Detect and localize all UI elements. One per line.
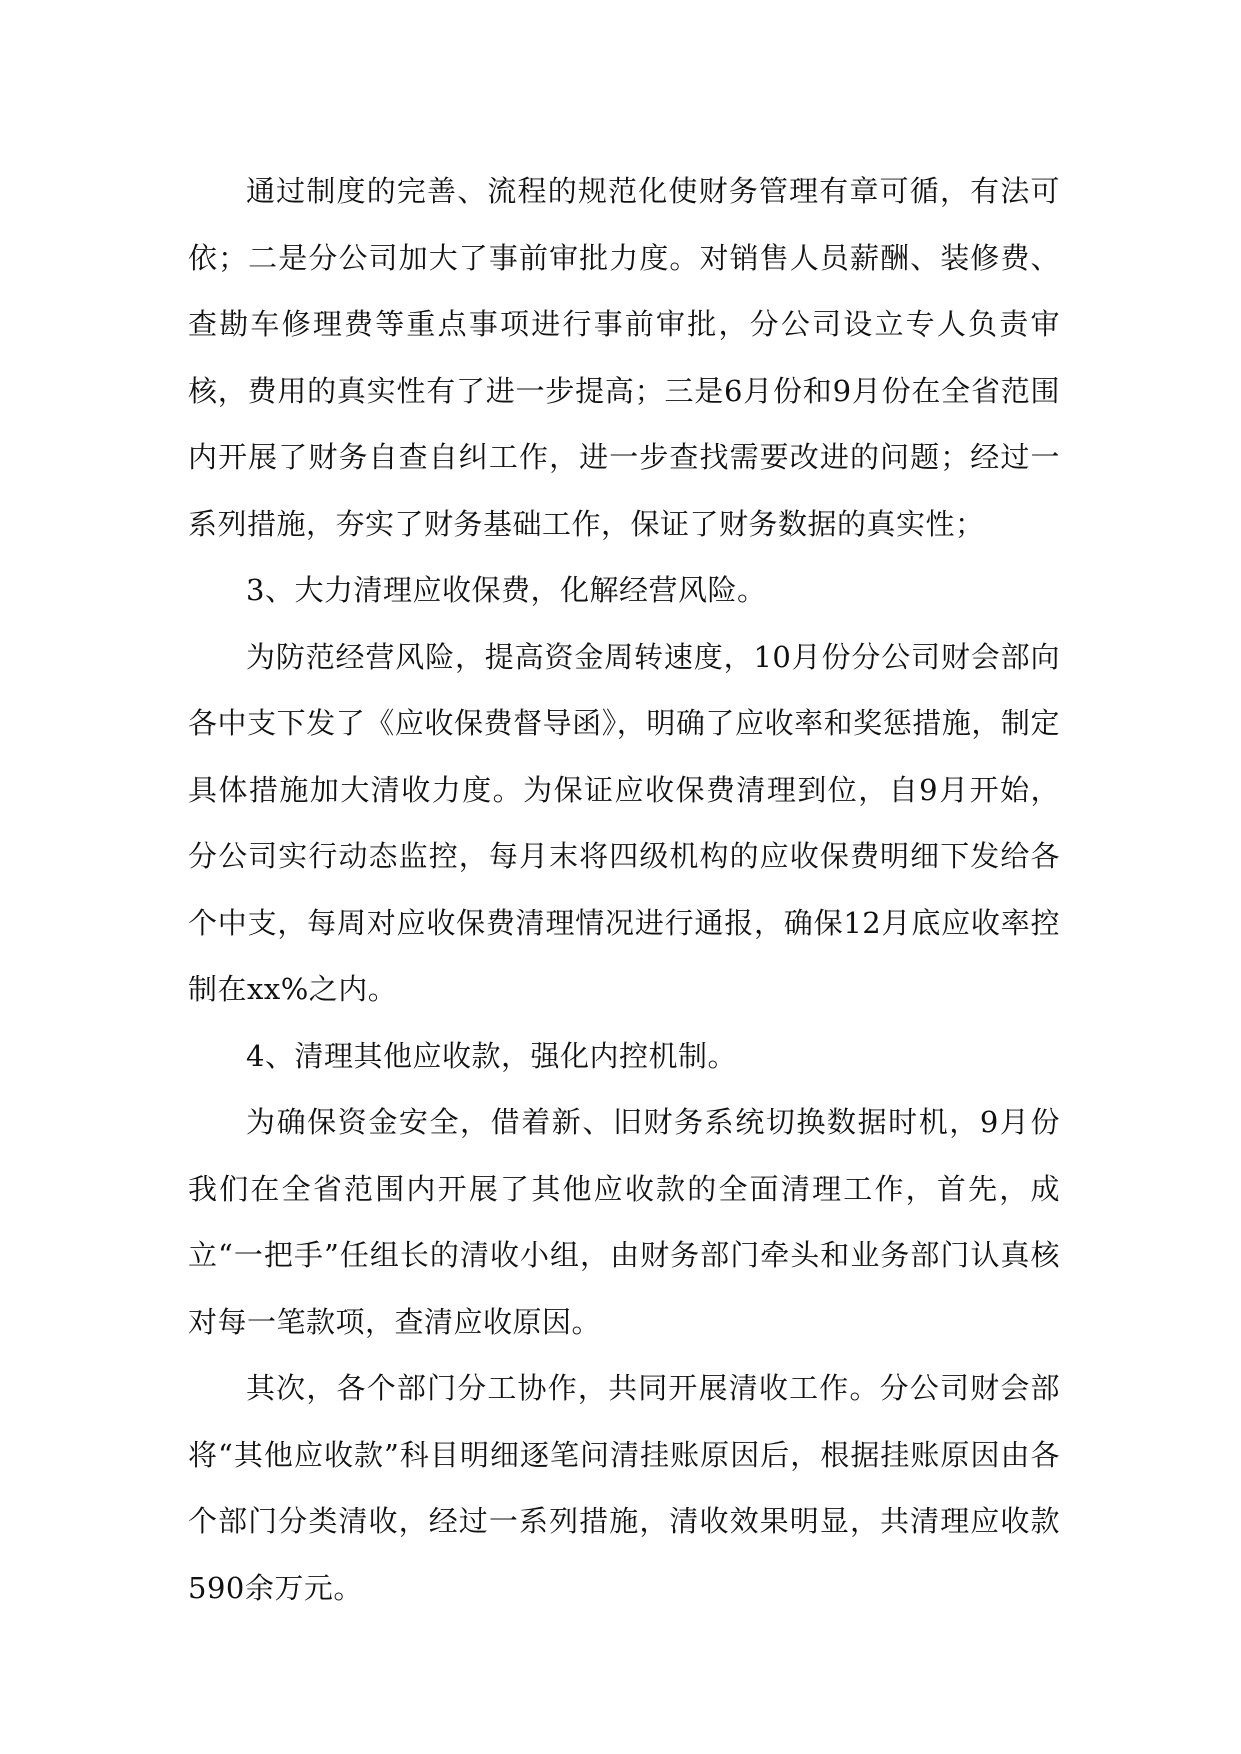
paragraph-receivable-premiums: 为防范经营风险，提高资金周转速度，10月份分公司财会部向各中支下发了《应收保费督导函》，明确了应收率和奖惩措施，制定具体措施加大清收力度。为保证应收保费清理到位，自9月开始，分公司实行动态监控，每月末将四级机构的应收保费明细下发给各个中支，每周对应收保费清理情况进行通报，确保12月底应收率控制在xx%之内。 [188, 639, 1060, 1006]
heading-receivable-premiums: 3、大力清理应收保费，化解经营风险。 [246, 573, 767, 607]
paragraph-other-receivables: 为确保资金安全，借着新、旧财务系统切换数据时机，9月份我们在全省范围内开展了其他应收款的全面清理工作，首先，成立“一把手”任组长的清收小组，由财务部门牵头和业务部门认真核对每一笔款项，查清应收原因。 [188, 1105, 1060, 1339]
document-body [188, 158, 1060, 1621]
paragraph-collection-results: 其次，各个部门分工协作，共同开展清收工作。分公司财会部将“其他应收款”科目明细逐笔问清挂账原因后，根据挂账原因由各个部门分类清收，经过一系列措施，清收效果明显，共清理应收款590余万元。 [188, 1371, 1060, 1605]
heading-other-receivables: 4、清理其他应收款，强化内控机制。 [246, 1038, 737, 1073]
paragraph-financial-management: 通过制度的完善、流程的规范化使财务管理有章可循，有法可依；二是分公司加大了事前审批力度。对销售人员薪酬、装修费、查勘车修理费等重点事项进行事前审批，分公司设立专人负责审核，费用的真实性有了进一步提高；三是6月份和9月份在全省范围内开展了财务自查自纠工作，进一步查找需要改进的问题；经过一系列措施，夯实了财务基础工作，保证了财务数据的真实性； [188, 174, 1060, 541]
